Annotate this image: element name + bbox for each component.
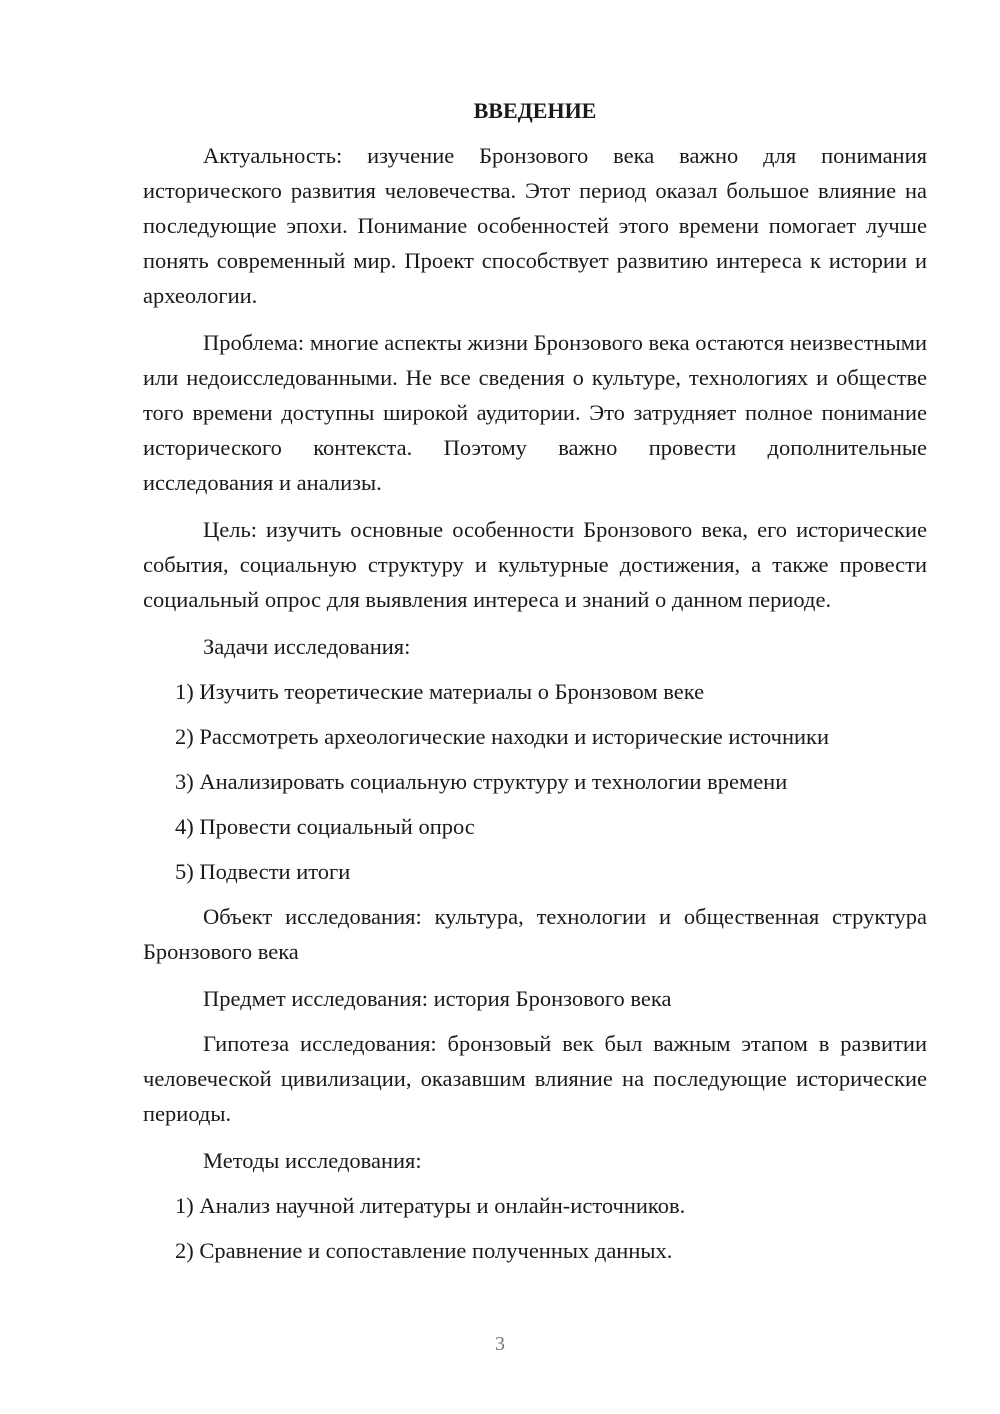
list-item: 2) Сравнение и сопоставление полученных данных. — [175, 1238, 673, 1263]
list-item: 1) Анализ научной литературы и онлайн-источников. — [175, 1193, 686, 1218]
section-heading: ВВЕДЕНИЕ — [473, 98, 597, 123]
list-item: 1) Изучить теоретические материалы о Бронзовом веке — [175, 679, 705, 704]
list-item: 2) Рассмотреть археологические находки и исторические источники — [175, 724, 830, 749]
methods-title: Методы исследования: — [203, 1148, 422, 1173]
list-item: 3) Анализировать социальную структуру и технологии времени — [175, 769, 788, 794]
tasks-list — [143, 674, 927, 889]
page-number: 3 — [495, 1333, 505, 1355]
hypothesis-paragraph: Гипотеза исследования: бронзовый век был важным этапом в развитии человеческой цивилизации, оказавшим влияние на последующие исторические периоды. — [143, 1031, 927, 1126]
document-page — [143, 96, 927, 1278]
problem-paragraph: Проблема: многие аспекты жизни Бронзового века остаются неизвестными или недоисследованными. Не все сведения о культуре, технологиях и обществе того времени доступны широкой аудитории. Это затрудняет полное понимание исторического контекста. Поэтому важно провести дополнительные исследования и анализы. — [143, 330, 927, 495]
object-paragraph: Объект исследования: культура, технологии и общественная структура Бронзового века — [143, 904, 927, 964]
methods-list — [143, 1188, 927, 1268]
list-item: 4) Провести социальный опрос — [175, 814, 475, 839]
actuality-paragraph: Актуальность: изучение Бронзового века важно для понимания исторического развития человечества. Этот период оказал большое влияние на последующие эпохи. Понимание особенностей этого времени помогает лучше понять современный мир. Проект способствует развитию интереса к истории и археологии. — [143, 143, 927, 308]
list-item: 5) Подвести итоги — [175, 859, 351, 884]
tasks-title: Задачи исследования: — [203, 634, 411, 659]
goal-paragraph: Цель: изучить основные особенности Бронзового века, его исторические события, социальную структуру и культурные достижения, а также провести социальный опрос для выявления интереса и знаний о данном периоде. — [143, 517, 927, 612]
subject-paragraph: Предмет исследования: история Бронзового века — [203, 986, 672, 1011]
